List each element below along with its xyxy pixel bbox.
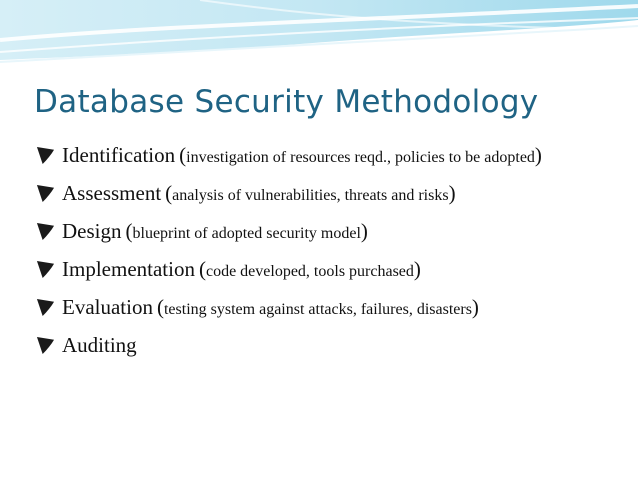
- bullet-open-paren: (: [179, 143, 187, 167]
- bullet-identification: [36, 142, 616, 171]
- bullet-term: Identification: [62, 143, 176, 167]
- wedge-bullet-icon: [36, 260, 55, 279]
- bullet-term: Assessment: [62, 181, 162, 205]
- bullet-close-paren: ): [471, 295, 479, 319]
- bullet-detail: investigation of resources reqd., policies to be: [186, 149, 481, 166]
- bullet-close-paren: ): [413, 257, 421, 281]
- bullet-detail: blueprint of adopted security model: [132, 225, 361, 242]
- bullet-list: [36, 142, 616, 370]
- bullet-open-paren: (: [198, 257, 206, 281]
- wedge-bullet-icon: [36, 184, 55, 203]
- wedge-bullet-icon: [36, 222, 55, 241]
- wedge-bullet-icon: [36, 298, 55, 317]
- bullet-close-paren: ): [448, 181, 456, 205]
- wave-banner: [0, 0, 638, 70]
- bullet-term: Evaluation: [62, 295, 153, 319]
- bullet-close-paren: ): [360, 219, 368, 243]
- slide-title: Database Security Methodology: [34, 84, 539, 120]
- bullet-evaluation: [36, 294, 616, 323]
- wedge-bullet-icon: [36, 336, 55, 355]
- bullet-auditing: [36, 332, 616, 361]
- bullet-term: Design: [62, 219, 122, 243]
- bullet-detail-continued: adopted: [484, 149, 535, 166]
- bullet-open-paren: (: [165, 181, 173, 205]
- bullet-open-paren: (: [156, 295, 164, 319]
- bullet-implementation: [36, 256, 616, 285]
- bullet-close-paren: ): [534, 143, 542, 167]
- bullet-term: Implementation: [62, 257, 195, 281]
- bullet-open-paren: (: [125, 219, 133, 243]
- bullet-design: [36, 218, 616, 247]
- bullet-detail: analysis of vulnerabilities, threats and risks: [172, 187, 449, 204]
- wedge-bullet-icon: [36, 146, 55, 165]
- bullet-detail: testing system against attacks, failures, disasters: [163, 301, 472, 318]
- bullet-term: Auditing: [62, 333, 137, 357]
- bullet-assessment: [36, 180, 616, 209]
- bullet-detail: code developed, tools purchased: [205, 263, 414, 280]
